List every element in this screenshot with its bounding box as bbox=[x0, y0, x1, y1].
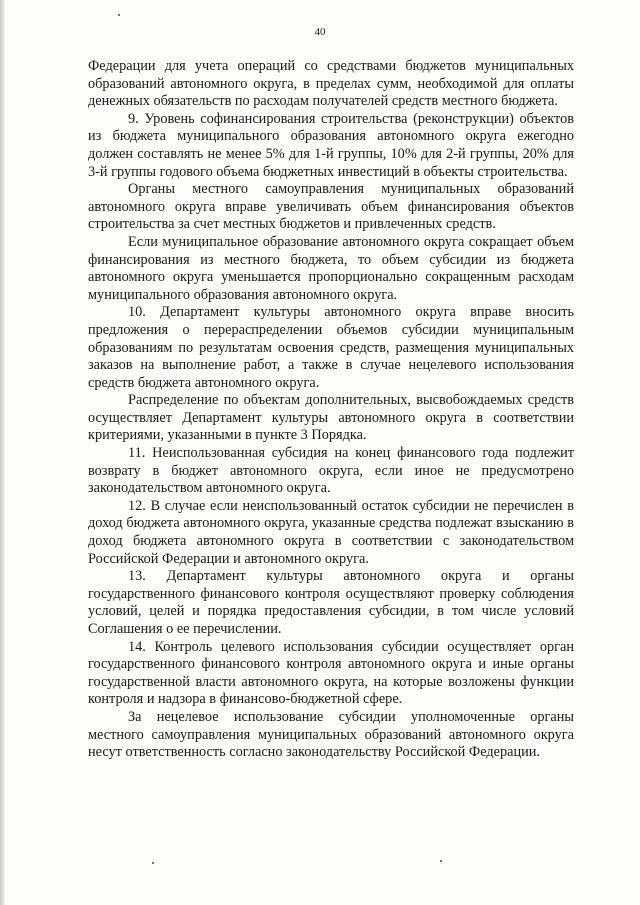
paragraph: 11. Неиспользованная субсидия на конец финансового года подлежит возврату в бюджет автономного округа, если иное не предусмотрено законодательством автономного округа. bbox=[88, 445, 574, 497]
paragraph: Федерации для учета операций со средствами бюджетов муниципальных образований автономного округа, в пределах сумм, необходимой для оплаты денежных обязательств по расходам получателей средств местного бюджета. bbox=[88, 58, 574, 110]
scan-speck bbox=[440, 860, 442, 862]
scan-speck bbox=[152, 862, 154, 864]
paragraph: 12. В случае если неиспользованный остаток субсидии не перечислен в доход бюджета автономного округа, указанные средства подлежат взысканию в доход бюджета автономного округа в соответствии с законодательством Российской Федерации и автономного округа. bbox=[88, 497, 574, 567]
paragraph: За нецелевое использование субсидии уполномоченные органы местного самоуправления муниципальных образований автономного округа несут ответственность согласно законодательству Российской Федерации. bbox=[88, 708, 574, 761]
paragraph: Органы местного самоуправления муниципальных образований автономного округа вправе увеличивать объем финансирования объектов строительства за счет местных бюджетов и привлеченных средств. bbox=[88, 181, 574, 233]
paragraph: Если муниципальное образование автономного округа сокращает объем финансирования из местного бюджета, то объем субсидии из бюджета автономного округа уменьшается пропорционально сокращенным расходам муниципального образования автономного округа. bbox=[88, 233, 574, 303]
page-number: 40 bbox=[314, 26, 326, 38]
document-body bbox=[88, 58, 574, 762]
paragraph: 13. Департамент культуры автономного округа и органы государственного финансового контроля осуществляют проверку соблюдения условий, целей и порядка предоставления субсидии, в том числе условий Соглашения о ее перечислении. bbox=[88, 568, 574, 637]
paragraph: 14. Контроль целевого использования субсидии осуществляет орган государственного финансового контроля автономного округа и иные органы государственной власти автономного округа, на которые возложены функции контроля и надзора в финансово-бюджетной сфере. bbox=[88, 638, 574, 708]
scan-edge-shadow bbox=[0, 0, 5, 905]
scan-speck bbox=[118, 14, 120, 16]
paragraph: 9. Уровень софинансирования строительства (реконструкции) объектов из бюджета муниципального образования автономного округа ежегодно должен составлять не менее 5% для 1-й группы, 10% для 2-й группы, 20% для 3-й группы годового объема бюджетных инвестиций в объекты строительства. bbox=[88, 110, 574, 180]
paragraph: Распределение по объектам дополнительных, высвобождаемых средств осуществляет Департамент культуры автономного округа в соответствии критериями, указанными в пункте 3 Порядка. bbox=[88, 392, 574, 444]
paragraph: 10. Департамент культуры автономного округа вправе вносить предложения о перераспределении объемов субсидии муниципальным образованиям по результатам освоения средств, размещения муниципальных заказов на выполнение работ, а также в случае нецелевого использования средств бюджета автономного округа. bbox=[88, 304, 574, 391]
